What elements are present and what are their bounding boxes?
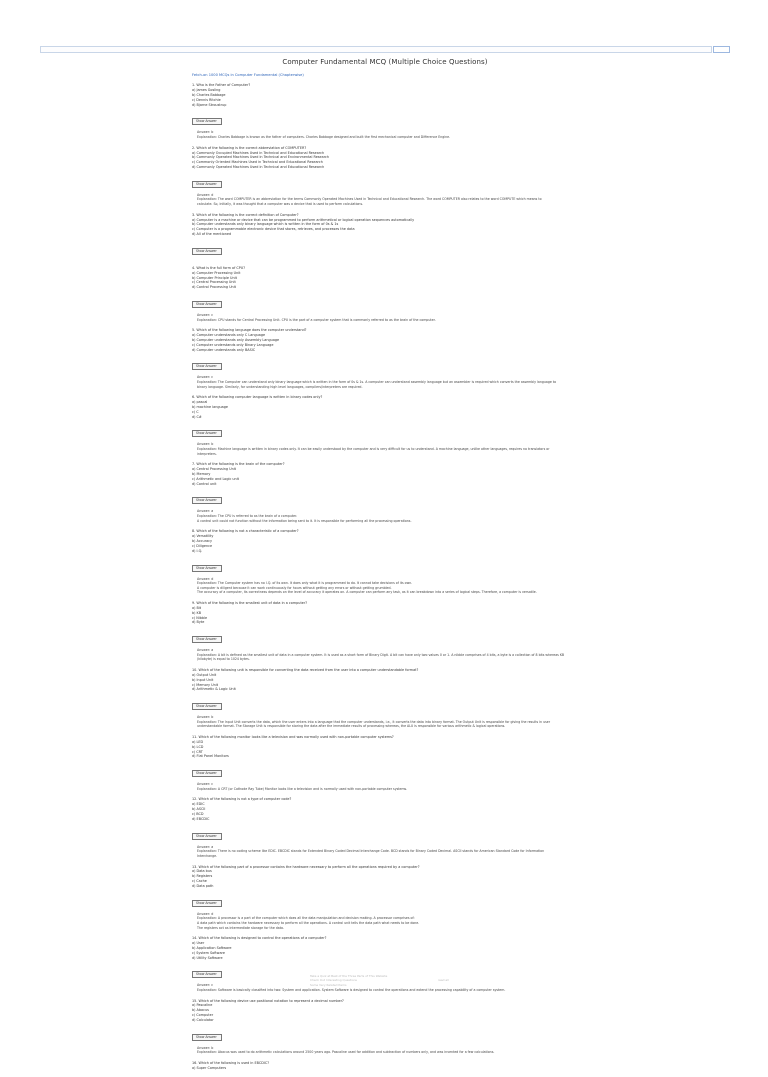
- explanation-text: Explanation: A bit is defined as the smallest unit of data in a computer system. It is used as a short form of Binary Digit. A bit can have only two values 0 or 1. A nibble comprises of 4 bits, a byte is a collection of 8 bits whereas KB: [197, 652, 565, 657]
- option-text: b) Accuracy: [192, 539, 213, 544]
- explanation-text: Explanation: The Input Unit converts the data, which the user enters into a language that the computer understands, i.e., it converts the data into binary format. The Output Unit is responsible for giving the results in user: [197, 719, 551, 724]
- option-text: a) Computer Processing Unit: [192, 270, 241, 275]
- option-text: c) Computer is a programmable electronic device that stores, retrieves, and processes the data: [192, 227, 355, 232]
- question-block: [192, 462, 578, 523]
- explanation-text: A computer is diligent because it can work continuously for hours without getting any errors or without getting grumbled.: [197, 585, 392, 590]
- option-text: d) All of the mentioned: [192, 232, 232, 237]
- page-title: Computer Fundamental MCQ (Multiple Choice Questions): [282, 58, 488, 66]
- option-text: d) Control unit: [192, 481, 217, 486]
- option-text: d) Calculator: [192, 1017, 214, 1022]
- show-answer-button[interactable]: Show Answer: [192, 248, 222, 255]
- question-text: 2. Which of the following is the correct abbreviation of COMPUTER?: [192, 145, 307, 150]
- option-text: b) ASCII: [192, 807, 206, 812]
- show-answer-button[interactable]: Show Answer: [192, 703, 222, 710]
- option-text: c) Memory Unit: [192, 682, 219, 687]
- footer-link[interactable]: read all: [438, 978, 449, 982]
- option-text: c) BCD: [192, 811, 204, 816]
- question-text: 12. Which of the following is not a type of computer code?: [192, 797, 292, 802]
- answer-panel: [197, 442, 578, 456]
- question-block: [192, 999, 578, 1055]
- option-text: b) LCD: [192, 744, 204, 749]
- explanation-text: The accuracy of a computer, its correctness depends on the level of accuracy it operates on. A computer can perform any task, as it can breakdown into a series of logical steps. Therefore, a computer is versatile.: [197, 590, 537, 595]
- question-block: [192, 395, 578, 456]
- explanation-text: Explanation: The word COMPUTER is an abbreviation for the terms Commonly Operated Machines Used in Technical and Educational Research. The word COMPUTER also relates to the word COMPUTE which means to: [197, 197, 542, 202]
- option-text: d) Control Processing Unit: [192, 285, 236, 290]
- answer-panel: [197, 193, 578, 207]
- question-block: [192, 797, 578, 858]
- option-text: c) CRT: [192, 749, 203, 754]
- option-text: c) System Software: [192, 950, 225, 955]
- question-text: 16. Which of the following is used in EBCDIC?: [192, 1060, 270, 1065]
- option-text: a) EDIC: [192, 802, 205, 807]
- option-text: c) Nibble: [192, 615, 208, 620]
- question-text: 7. Which of the following is the brain of the computer?: [192, 462, 285, 467]
- show-answer-button[interactable]: Show Answer: [192, 636, 222, 643]
- option-text: c) Diligence: [192, 543, 213, 548]
- show-answer-button[interactable]: Show Answer: [192, 363, 222, 370]
- question-text: 6. Which of the following computer language is written in binary codes only?: [192, 395, 323, 400]
- answer-panel: [197, 130, 578, 139]
- show-answer-button[interactable]: Show Answer: [192, 430, 222, 437]
- explanation-text: A control unit could not function without the information being sent to it. It is responsible for performing all the processing operations.: [197, 518, 412, 523]
- option-text: b) Computer Principle Unit: [192, 275, 237, 280]
- chapterwise-link[interactable]: Fetch-on 1000 MCQs in Computer Fundamental (Chapterwise): [192, 73, 304, 77]
- answer-label: Answer: a: [197, 844, 214, 849]
- document-page: [192, 58, 578, 1077]
- show-answer-button[interactable]: Show Answer: [192, 118, 222, 125]
- show-answer-button[interactable]: Show Answer: [192, 565, 222, 572]
- question-text: 13. Which of the following part of a processor contains the hardware necessary to perform all the operations required by a computer?: [192, 864, 420, 869]
- option-text: a) Computer understands only C Language: [192, 333, 266, 338]
- option-text: a) Data bus: [192, 869, 212, 874]
- answer-label: Answer: d: [197, 192, 214, 197]
- question-text: 3. Which of the following is the correct definition of Computer?: [192, 212, 299, 217]
- explanation-text: Explanation: A processor is a part of the computer which does all the data manipulation and decision making. A processor comprises of:: [197, 916, 415, 921]
- option-text: d) C#: [192, 414, 202, 419]
- show-answer-button[interactable]: Show Answer: [192, 181, 222, 188]
- option-text: a) pascal: [192, 400, 208, 405]
- answer-label: Answer: a: [197, 648, 214, 653]
- question-text: 1. Who is the Father of Computer?: [192, 83, 251, 88]
- show-answer-button[interactable]: Show Answer: [192, 301, 222, 308]
- question-text: 10. Which of the following unit is responsible for converting the data received from the user into a computer understandable format?: [192, 668, 419, 673]
- option-text: b) Input Unit: [192, 677, 214, 682]
- question-text: 5. Which of the following language does the computer understand?: [192, 328, 307, 333]
- footer-line: Take a Quiz at Best of the Three Parts of This Website: [310, 974, 388, 978]
- option-text: c) Computer understands only Binary Language: [192, 342, 274, 347]
- question-text: 15. Which of the following device use positional notation to represent a decimal number?: [192, 998, 344, 1003]
- option-text: a) Pascaline: [192, 1003, 213, 1008]
- question-block: [192, 668, 578, 729]
- explanation-text: Explanation: Charles Babbage is known as the father of computers. Charles Babbage designed and built the first mechanical computer and Difference Engine.: [197, 135, 451, 140]
- question-block: [192, 213, 578, 260]
- question-block: [192, 146, 578, 207]
- show-answer-button[interactable]: Show Answer: [192, 497, 222, 504]
- answer-panel: [197, 782, 578, 791]
- option-text: a) James Gosling: [192, 88, 221, 93]
- explanation-text: Explanation: Software is basically classified into two: System and application. System Software is designed to control the operations and extend the processing capability of a computer system.: [197, 987, 506, 992]
- question-list: [192, 83, 578, 1070]
- option-text: a) Versatility: [192, 534, 214, 539]
- option-text: d) Commonly Operated Machines Used in Technical and Educational Research: [192, 165, 325, 170]
- show-answer-button[interactable]: Show Answer: [192, 1034, 222, 1041]
- explanation-text: Interchange.: [197, 853, 218, 858]
- option-text: d) Utility Software: [192, 955, 223, 960]
- option-text: b) Memory: [192, 471, 211, 476]
- answer-label: Answer: c: [197, 313, 214, 318]
- question-block: [192, 328, 578, 389]
- answer-label: Answer: c: [197, 782, 214, 787]
- option-text: c) Computer: [192, 1013, 214, 1018]
- explanation-text: Explanation: Machine language is written in binary codes only. It can be easily understood by the computer and is very difficult for us to understand. A machine language, unlike other languages, requires no translators or: [197, 447, 550, 452]
- question-block: [192, 83, 578, 139]
- question-text: 4. What is the full form of CPU?: [192, 265, 246, 270]
- option-text: a) Output Unit: [192, 672, 217, 677]
- option-text: b) Application Software: [192, 945, 232, 950]
- option-text: c) Central Processing Unit: [192, 280, 236, 285]
- option-text: a) User: [192, 941, 205, 946]
- option-text: a) Super Computers: [192, 1065, 227, 1070]
- question-block: [192, 601, 578, 662]
- option-text: c) Cache: [192, 879, 207, 883]
- explanation-text: Explanation: The Computer can understand only binary language which is written in the form of 0s & 1s. A computer can understand assembly language but an assembler is required which converts the assembly language to: [197, 380, 557, 385]
- answer-panel: [197, 845, 578, 859]
- answer-label: Answer: b: [197, 442, 214, 447]
- question-text: 8. Which of the following is not a characteristic of a computer?: [192, 529, 299, 534]
- question-block: [192, 1061, 578, 1071]
- answer-label: Answer: d: [197, 911, 214, 916]
- option-text: d) Byte: [192, 620, 205, 625]
- option-text: b) machine language: [192, 404, 228, 409]
- explanation-text: A data path which contains the hardware necessary to perform all the operations. A control unit tells the data path what needs to be done.: [197, 920, 420, 925]
- answer-panel: [197, 715, 578, 729]
- option-text: d) Computer understands only BASIC: [192, 347, 256, 352]
- answer-label: Answer: b: [197, 130, 214, 135]
- question-block: [192, 865, 578, 931]
- option-text: c) Arithmetic and Logic unit: [192, 476, 239, 481]
- answer-label: Answer: b: [197, 715, 214, 720]
- answer-panel: [197, 648, 578, 662]
- option-text: d) EBCDIC: [192, 816, 210, 821]
- option-text: d) Arithmetic & Logic Unit: [192, 687, 236, 692]
- explanation-text: binary language. Similarly, for understanding high level languages, compilers/interpreters are required.: [197, 384, 363, 389]
- option-text: b) Commonly Operated Machines Used in Technical and Environmental Research: [192, 155, 330, 160]
- option-text: a) Commonly Occupied Machines Used in Technical and Educational Research: [192, 150, 325, 155]
- question-block: [192, 529, 578, 595]
- option-text: b) Computer understands only binary language which is written in the form of 0s & 1s: [192, 222, 339, 227]
- option-text: a) Bit: [192, 605, 202, 610]
- option-text: c) C: [192, 409, 199, 414]
- question-block: [192, 735, 578, 791]
- explanation-text: (kilobyte) is equal to 1024 bytes.: [197, 657, 250, 662]
- question-block: [192, 266, 578, 322]
- explanation-text: calculate. So, initially, it was thought that a computer was a device that is used to perform calculations.: [197, 202, 364, 207]
- option-text: d) I.Q.: [192, 548, 203, 553]
- show-answer-button[interactable]: Show Answer: [192, 833, 222, 840]
- option-text: b) Computer understands only Assembly Language: [192, 337, 280, 342]
- answer-panel: [197, 509, 578, 523]
- answer-panel: [197, 375, 578, 389]
- explanation-text: Explanation: The CPU is referred to as the brain of a computer.: [197, 514, 298, 519]
- explanation-text: Explanation: A CRT (or Cathode Ray Tube) Monitor looks like a television and is normally used with non-portable computer systems.: [197, 786, 408, 791]
- option-text: b) Charles Babbage: [192, 92, 226, 97]
- answer-label: Answer: c: [197, 983, 214, 988]
- option-text: d) Flat Panel Monitors: [192, 754, 229, 759]
- explanation-text: interpreters.: [197, 451, 217, 456]
- option-text: b) Registers: [192, 874, 213, 879]
- question-text: 11. Which of the following monitor looks like a television and was normally used with non-portable computer systems?: [192, 735, 394, 740]
- question-text: 9. Which of the following is the smallest unit of data in a computer?: [192, 601, 308, 606]
- option-text: b) KB: [192, 610, 202, 615]
- toolbar-button[interactable]: [713, 46, 730, 53]
- answer-panel: [197, 577, 578, 596]
- explanation-text: The registers act as intermediate storage for the data.: [197, 925, 284, 930]
- answer-panel: [197, 1046, 578, 1055]
- explanation-text: Explanation: There is no coding scheme like EDIC. EBCDIC stands for Extended Binary Coded Decimal Interchange Code. BCD stands for Binary Coded Decimal. ASCII stands for American Standard Code for Information: [197, 849, 545, 854]
- answer-label: Answer: c: [197, 375, 214, 380]
- explanation-text: Explanation: CPU stands for Central Processing Unit. CPU is the part of a computer system that is commonly referred to as the brain of the computer.: [197, 317, 436, 322]
- option-text: b) Abacus: [192, 1008, 209, 1013]
- show-answer-button[interactable]: Show Answer: [192, 770, 222, 777]
- faded-footer-text: [310, 974, 470, 987]
- option-text: c) Dennis Ritchie: [192, 97, 221, 102]
- explanation-text: Explanation: The Computer system has no I.Q. of its own. It does only what it is programmed to do. It cannot take decisions of its own.: [197, 581, 413, 586]
- answer-label: Answer: b: [197, 1045, 214, 1050]
- option-text: d) Data path: [192, 883, 214, 888]
- show-answer-button[interactable]: Show Answer: [192, 971, 222, 978]
- show-answer-button[interactable]: Show Answer: [192, 900, 222, 907]
- answer-panel: [197, 912, 578, 931]
- question-text: 14. Which of the following is designed to control the operations of a computer?: [192, 936, 327, 941]
- footer-line: Check Out Interesting Questions: [310, 978, 357, 983]
- answer-label: Answer: a: [197, 509, 214, 514]
- address-bar[interactable]: [40, 46, 712, 53]
- answer-panel: [197, 313, 578, 322]
- answer-label: Answer: d: [197, 576, 214, 581]
- option-text: a) LED: [192, 739, 204, 744]
- option-text: d) Bjarne Stroustrup: [192, 102, 227, 107]
- explanation-text: Explanation: Abacus was used to do arithmetic calculations around 2500 years ago. Pascaline used for addition and subtraction of numbers only, and was invented for a few calculations.: [197, 1050, 495, 1055]
- option-text: a) Central Processing Unit: [192, 467, 236, 472]
- footer-line: Some Very Related Items: [310, 982, 347, 987]
- option-text: a) Computer is a machine or device that can be programmed to perform arithmetical or logical operation sequences automatically: [192, 217, 415, 222]
- option-text: c) Commonly Oriented Machines Used in Technical and Educational Research: [192, 160, 323, 165]
- explanation-text: understandable format. The Storage Unit is responsible for storing the data after the immediate results of processing whereas, the ALU is responsible for various arithmetic & logical operations.: [197, 724, 506, 729]
